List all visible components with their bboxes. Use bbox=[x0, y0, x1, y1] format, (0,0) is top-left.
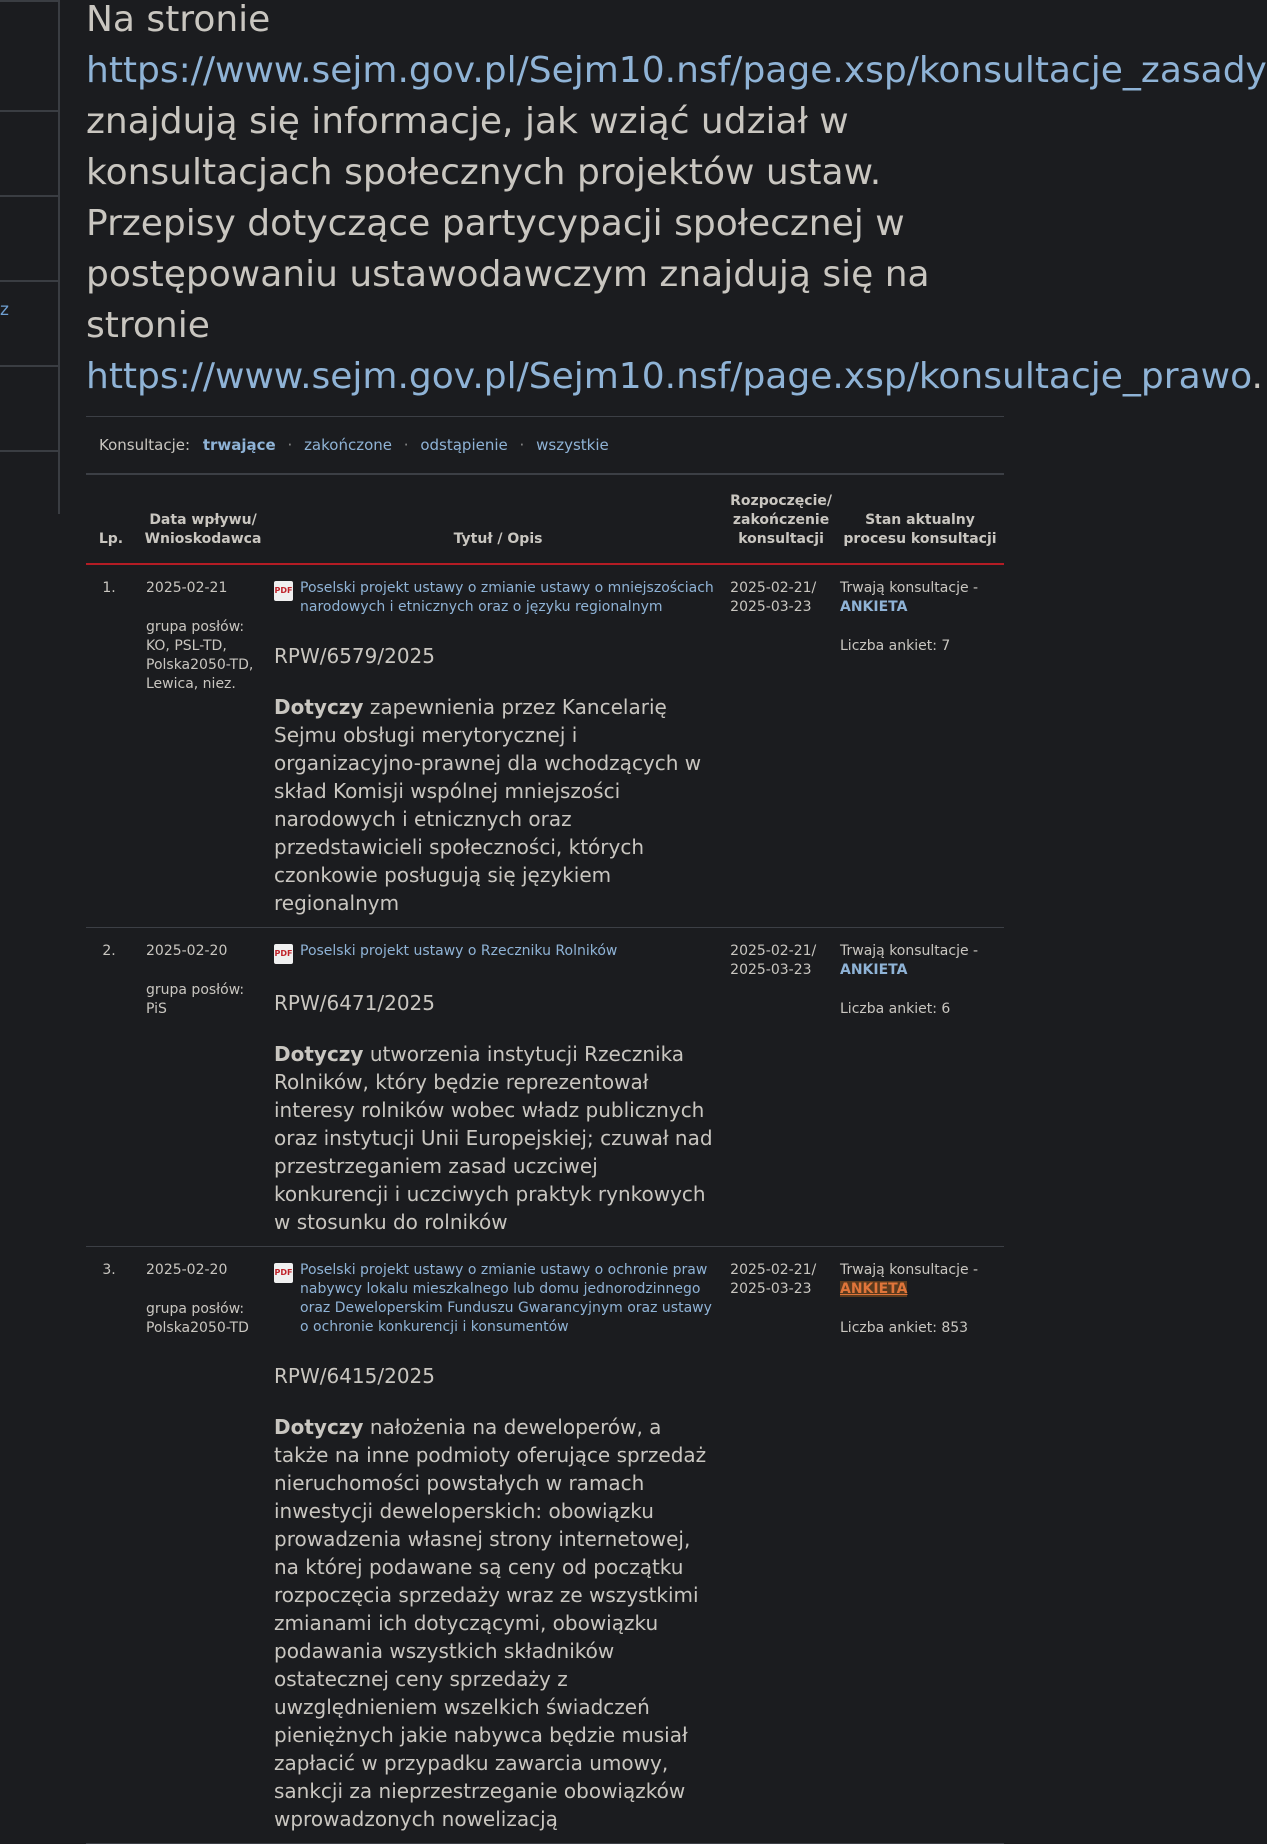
project-description bbox=[274, 1040, 722, 1236]
sidebar-item[interactable] bbox=[0, 110, 58, 194]
consultations-table bbox=[86, 492, 1004, 1844]
filter-separator: · bbox=[519, 436, 525, 454]
desc-prefix: Dotyczy bbox=[274, 695, 364, 719]
table-header-row bbox=[86, 492, 1004, 564]
rpw-number: RPW/6579/2025 bbox=[274, 644, 436, 668]
pdf-icon[interactable]: PDF bbox=[274, 581, 293, 601]
row-applicant: grupa posłów: KO, PSL-TD, Polska2050-TD, Lewica, niez. bbox=[146, 619, 254, 692]
sidebar-item[interactable] bbox=[0, 450, 58, 514]
col-header-title: Tytuł / Opis bbox=[270, 492, 726, 564]
link-konsultacje-prawo[interactable]: https://www.sejm.gov.pl/Sejm10.nsf/page.xsp/konsultacje_prawo bbox=[86, 356, 1252, 397]
pdf-icon[interactable]: PDF bbox=[274, 1263, 293, 1283]
row-date: 2025-02-21 bbox=[146, 580, 228, 596]
row-number: 3. bbox=[86, 1247, 136, 1844]
link-konsultacje-zasady[interactable]: https://www.sejm.gov.pl/Sejm10.nsf/page.xsp/konsultacje_zasady bbox=[86, 50, 1267, 91]
row-number: 1. bbox=[86, 564, 136, 928]
project-title-link[interactable]: Poselski projekt ustawy o Rzeczniku Rolników bbox=[300, 943, 618, 959]
desc-prefix: Dotyczy bbox=[274, 1042, 364, 1066]
sidebar-item[interactable] bbox=[0, 195, 58, 279]
sidebar-item[interactable] bbox=[0, 0, 58, 12]
consultation-start: 2025-02-21/ bbox=[730, 1262, 817, 1278]
sidebar bbox=[0, 0, 60, 514]
desc-text: nałożenia na deweloperów, a także na inne podmioty oferujące sprzedaż nieruchomości powstałych w ramach inwestycji deweloperskich: obowiązku prowadzenia własnej strony internetowej, na której podawane są ceny od początku rozpoczęcia sprzedaży wraz ze wszystkimi zmianami ich dotyczącymi, obowiązku podawania wszystkich składników ostatecznej ceny sprzedaży z uwzględnieniem wszelkich świadczeń pieniężnych jakie nabywca będzie musiał zapłacić w przypadku zawarcia umowy, sankcji za nieprzestrzeganie obowiązków wprowadzonych nowelizacją bbox=[274, 1415, 707, 1831]
sidebar-letter: z bbox=[0, 300, 9, 320]
sidebar-item[interactable] bbox=[0, 365, 58, 449]
intro-paragraph-1 bbox=[86, 0, 1267, 198]
desc-text: zapewnienia przez Kancelarię Sejmu obsługi merytorycznej i organizacyjno-prawnej dla wchodzących w skład Komisji wspólnej mniejszości narodowych i etnicznych oraz przedstawicieli społeczności, których czonkowie posługują się językiem regionalnym bbox=[274, 695, 702, 915]
consultation-end: 2025-03-23 bbox=[730, 1281, 812, 1297]
consultation-end: 2025-03-23 bbox=[730, 962, 812, 978]
consultation-start: 2025-02-21/ bbox=[730, 580, 817, 596]
intro-text-segment: . bbox=[1251, 356, 1263, 397]
intro-text bbox=[86, 0, 1267, 402]
row-state-cell bbox=[836, 928, 1004, 1247]
filter-separator: · bbox=[403, 436, 409, 454]
row-applicant: grupa posłów: PiS bbox=[146, 982, 245, 1017]
filter-all[interactable]: wszystkie bbox=[536, 436, 609, 454]
filters-label: Konsultacje: bbox=[99, 436, 191, 454]
survey-link[interactable]: ANKIETA bbox=[840, 962, 908, 978]
row-period-cell bbox=[726, 928, 836, 1247]
row-date-cell bbox=[136, 928, 270, 1247]
consultation-filters bbox=[86, 416, 1004, 475]
consultation-end: 2025-03-23 bbox=[730, 599, 812, 615]
row-state-cell bbox=[836, 1247, 1004, 1844]
survey-count: Liczba ankiet: 7 bbox=[840, 638, 951, 654]
project-description bbox=[274, 693, 722, 917]
row-date: 2025-02-20 bbox=[146, 943, 228, 959]
filter-separator: · bbox=[287, 436, 293, 454]
project-title-link[interactable]: Poselski projekt ustawy o zmianie ustawy o mniejszościach narodowych i etnicznych oraz o języku regionalnym bbox=[300, 580, 714, 615]
survey-count: Liczba ankiet: 853 bbox=[840, 1320, 969, 1336]
row-state-cell bbox=[836, 564, 1004, 928]
table-row bbox=[86, 928, 1004, 1247]
row-title-cell bbox=[270, 1247, 726, 1844]
table-row bbox=[86, 1247, 1004, 1844]
row-period-cell bbox=[726, 1247, 836, 1844]
row-period-cell bbox=[726, 564, 836, 928]
row-applicant: grupa posłów: Polska2050-TD bbox=[146, 1301, 249, 1336]
project-title-link[interactable]: Poselski projekt ustawy o zmianie ustawy o ochronie praw nabywcy lokalu mieszkalnego lub domu jednorodzinnego oraz Deweloperskim Funduszu Gwarancyjnym oraz ustawy o ochronie konkurencji i konsumentów bbox=[300, 1262, 712, 1335]
intro-text-segment: znajdują się informacje, jak wziąć udział w konsultacjach społecznych projektów ustaw. bbox=[86, 101, 882, 193]
col-header-lp: Lp. bbox=[86, 492, 136, 564]
row-title-cell bbox=[270, 928, 726, 1247]
state-text: Trwają konsultacje - bbox=[840, 943, 979, 959]
intro-text-segment: Przepisy dotyczące partycypacji społecznej w postępowaniu ustawodawczym znajdują się na stronie bbox=[86, 203, 930, 346]
desc-text: utworzenia instytucji Rzecznika Rolników, który będzie reprezentował interesy rolników wobec władz publicznych oraz instytucji Unii Europejskiej; czuwał nad przestrzeganiem zasad uczciwej konkurencji i uczciwych praktyk rynkowych w stosunku do rolników bbox=[274, 1042, 713, 1234]
row-date-cell bbox=[136, 564, 270, 928]
project-description bbox=[274, 1413, 722, 1833]
consultation-start: 2025-02-21/ bbox=[730, 943, 817, 959]
rpw-number: RPW/6471/2025 bbox=[274, 991, 436, 1015]
filter-withdrawn[interactable]: odstąpienie bbox=[420, 436, 508, 454]
survey-link[interactable]: ANKIETA bbox=[840, 599, 908, 615]
row-title-cell bbox=[270, 564, 726, 928]
intro-text-segment: Na stronie bbox=[86, 0, 271, 40]
survey-link[interactable]: ANKIETA bbox=[840, 1281, 908, 1297]
row-date: 2025-02-20 bbox=[146, 1262, 228, 1278]
row-date-cell bbox=[136, 1247, 270, 1844]
intro-paragraph-2 bbox=[86, 198, 1263, 402]
filter-finished[interactable]: zakończone bbox=[304, 436, 392, 454]
row-number: 2. bbox=[86, 928, 136, 1247]
state-text: Trwają konsultacje - bbox=[840, 580, 979, 596]
col-header-date: Data wpływu/ Wnioskodawca bbox=[136, 492, 270, 564]
table-row bbox=[86, 564, 1004, 928]
pdf-icon[interactable]: PDF bbox=[274, 944, 293, 964]
state-text: Trwają konsultacje - bbox=[840, 1262, 979, 1278]
desc-prefix: Dotyczy bbox=[274, 1415, 364, 1439]
col-header-state: Stan aktualny procesu konsultacji bbox=[836, 492, 1004, 564]
rpw-number: RPW/6415/2025 bbox=[274, 1364, 436, 1388]
col-header-start: Rozpoczęcie/ zakończenie konsultacji bbox=[726, 492, 836, 564]
sidebar-item[interactable] bbox=[0, 280, 58, 364]
survey-count: Liczba ankiet: 6 bbox=[840, 1001, 951, 1017]
filter-ongoing[interactable]: trwające bbox=[202, 436, 276, 454]
